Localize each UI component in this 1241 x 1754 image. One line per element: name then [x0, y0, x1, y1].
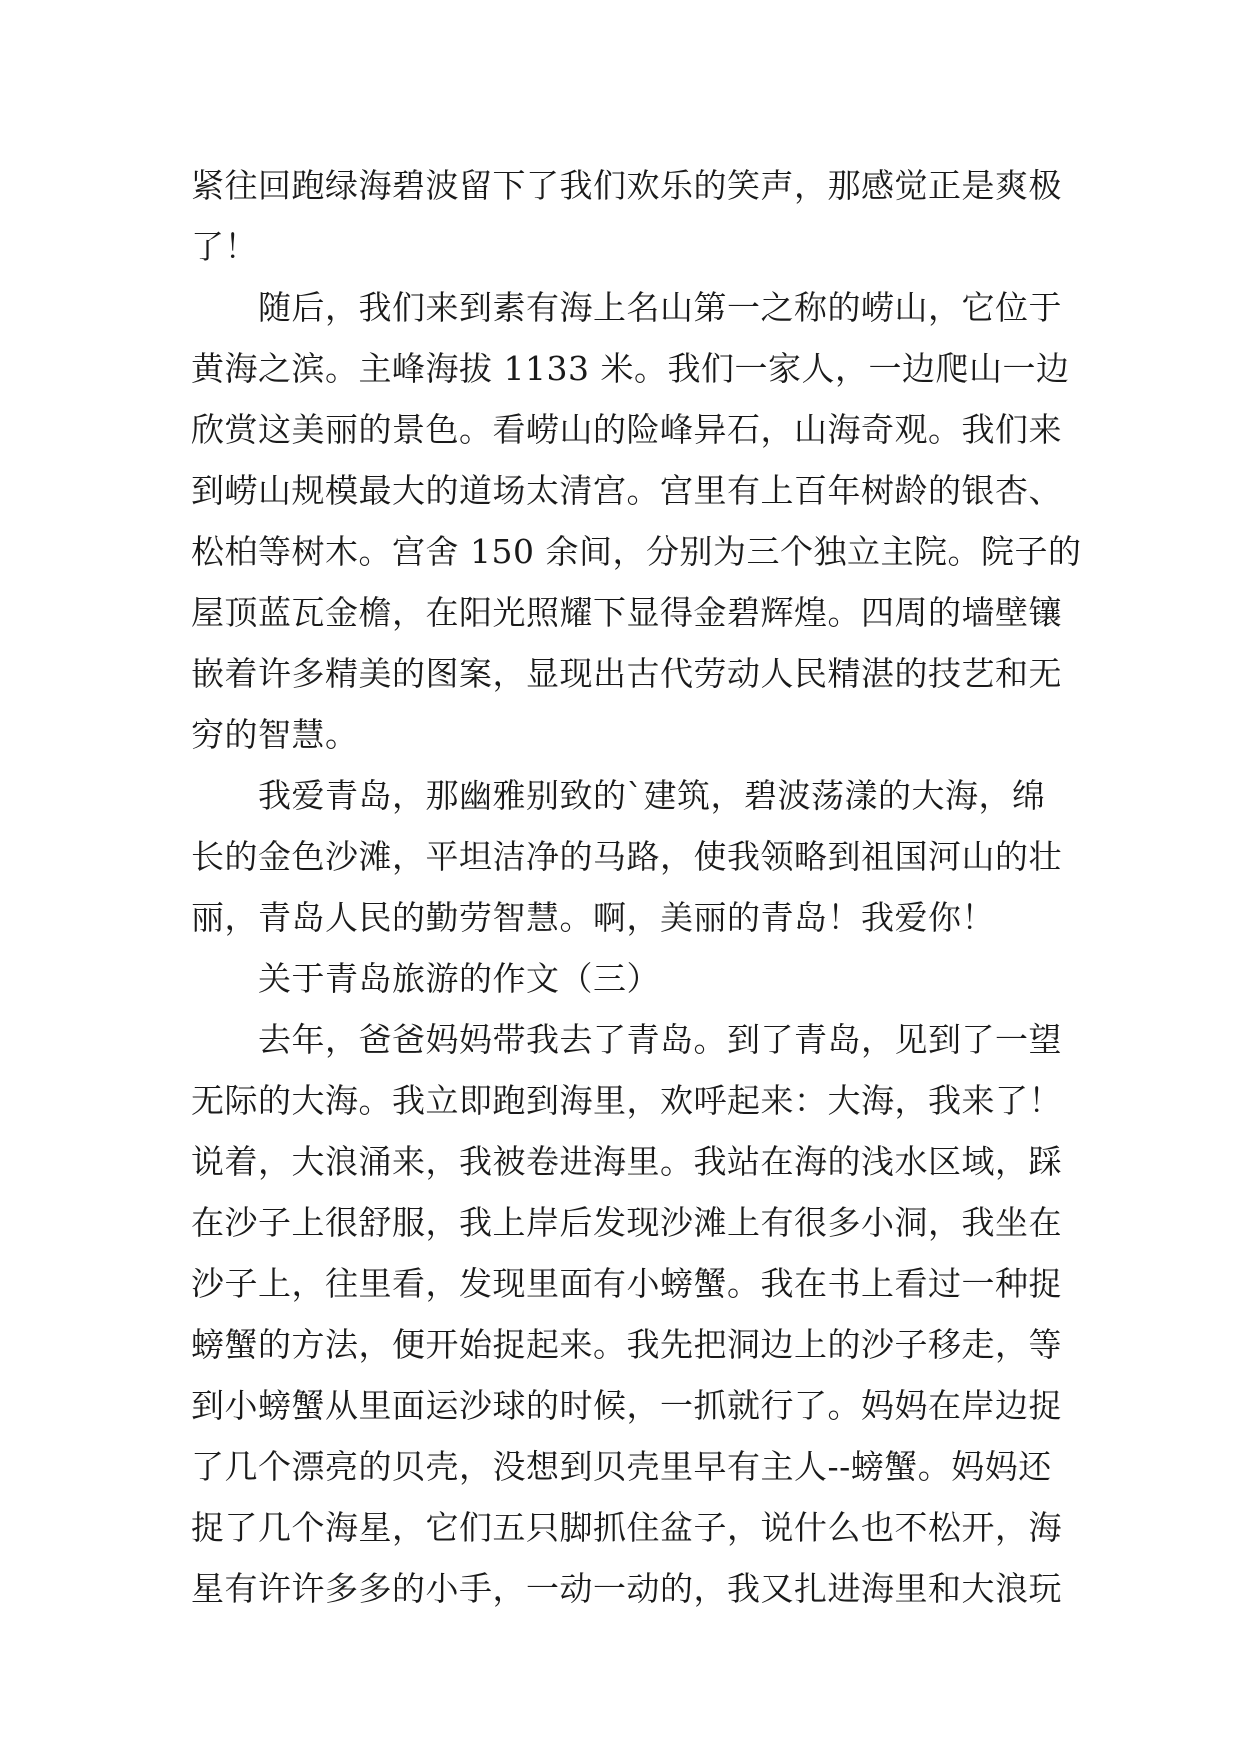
text-line: 长的金色沙滩，平坦洁净的马路，使我领略到祖国河山的壮 [191, 837, 1062, 876]
text-line: 说着，大浪涌来，我被卷进海里。我站在海的浅水区域，踩 [191, 1142, 1062, 1181]
paragraph-start-line: 随后，我们来到素有海上名山第一之称的崂山，它位于 [191, 288, 1062, 327]
text-line: 紧往回跑绿海碧波留下了我们欢乐的笑声，那感觉正是爽极 [191, 166, 1062, 205]
text-line: 到崂山规模最大的道场太清宫。宫里有上百年树龄的银杏、 [191, 471, 1062, 510]
text-line: 到小螃蟹从里面运沙球的时候，一抓就行了。妈妈在岸边捉 [191, 1386, 1062, 1425]
text-line: 在沙子上很舒服，我上岸后发现沙滩上有很多小洞，我坐在 [191, 1203, 1062, 1242]
text-line: 松柏等树木。宫舍 150 余间，分别为三个独立主院。院子的 [191, 532, 1082, 571]
text-line: 无际的大海。我立即跑到海里，欢呼起来：大海，我来了！ [191, 1081, 1062, 1120]
text-line: 星有许许多多的小手，一动一动的，我又扎进海里和大浪玩 [191, 1569, 1062, 1608]
text-line: 丽，青岛人民的勤劳智慧。啊，美丽的青岛！我爱你！ [191, 898, 995, 937]
paragraph-start-line: 我爱青岛，那幽雅别致的`建筑，碧波荡漾的大海，绵 [191, 776, 1046, 815]
text-line: 沙子上，往里看，发现里面有小螃蟹。我在书上看过一种捉 [191, 1264, 1062, 1303]
text-line: 捉了几个海星，它们五只脚抓住盆子，说什么也不松开，海 [191, 1508, 1062, 1547]
text-line: 穷的智慧。 [191, 715, 359, 754]
text-line: 螃蟹的方法，便开始捉起来。我先把洞边上的沙子移走，等 [191, 1325, 1062, 1364]
text-line: 了！ [191, 227, 258, 266]
text-line: 黄海之滨。主峰海拔 1133 米。我们一家人，一边爬山一边 [191, 349, 1070, 388]
text-line: 屋顶蓝瓦金檐，在阳光照耀下显得金碧辉煌。四周的墙壁镶 [191, 593, 1062, 632]
document-body [191, 155, 1082, 1619]
text-line: 嵌着许多精美的图案，显现出古代劳动人民精湛的技艺和无 [191, 654, 1062, 693]
section-heading: 关于青岛旅游的作文（三） [191, 959, 660, 998]
text-line: 了几个漂亮的贝壳，没想到贝壳里早有主人--螃蟹。妈妈还 [191, 1447, 1052, 1486]
paragraph-start-line: 去年，爸爸妈妈带我去了青岛。到了青岛，见到了一望 [191, 1020, 1062, 1059]
text-line: 欣赏这美丽的景色。看崂山的险峰异石，山海奇观。我们来 [191, 410, 1062, 449]
